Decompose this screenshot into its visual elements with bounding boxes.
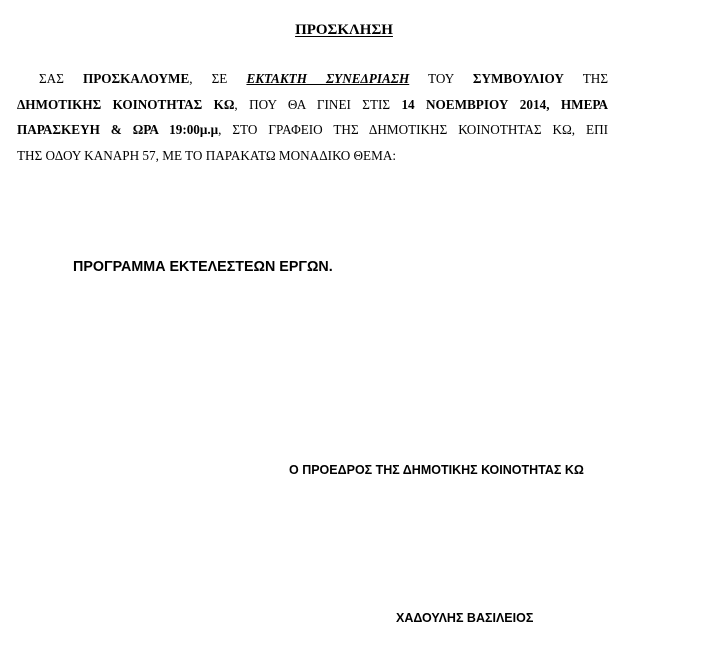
- body-text-segment: ΤΗΣ: [563, 71, 608, 86]
- meeting-subject: ΠΡΟΓΡΑΜΜΑ ΕΚΤΕΛΕΣΤΕΩΝ ΕΡΓΩΝ.: [73, 259, 333, 275]
- body-line-3: [17, 117, 608, 143]
- emergency-session-text: ΕΚΤΑΚΤΗ ΣΥΝΕΔΡΙΑΣΗ: [246, 71, 410, 86]
- body-line-2: [17, 92, 608, 118]
- meeting-day-time: ΠΑΡΑΣΚΕΥΗ & ΩΡΑ 19:00μ.μ: [17, 122, 219, 137]
- president-title: Ο ΠΡΟΕΔΡΟΣ ΤΗΣ ΔΗΜΟΤΙΚΗΣ ΚΟΙΝΟΤΗΤΑΣ ΚΩ: [289, 463, 584, 477]
- body-line-4: [17, 143, 608, 169]
- invitation-body: [17, 66, 608, 168]
- body-bold-segment: ΗΜΕΡΑ: [560, 96, 608, 112]
- meeting-date: 14 ΝΟΕΜΒΡΙΟΥ 2014: [401, 96, 547, 112]
- body-text-segment: ΤΗΣ ΟΔΟΥ ΚΑΝΑΡΗ 57, ΜΕ ΤΟ ΠΑΡΑΚΑΤΩ ΜΟΝΑΔΙΚΟ ΘΕΜΑ:: [17, 147, 397, 163]
- document-title: ΠΡΟΣΚΛΗΣΗ: [295, 22, 393, 38]
- body-bold-segment: ΣΥΜΒΟΥΛΙΟΥ: [472, 71, 564, 86]
- body-text-segment: ΤΟΥ: [409, 71, 473, 86]
- body-text-segment: , ΣΕ: [189, 71, 247, 86]
- body-text-segment: ΣΑΣ: [39, 71, 83, 86]
- signatory-name: ΧΑΔΟΥΛΗΣ ΒΑΣΙΛΕΙΟΣ: [396, 611, 534, 625]
- body-text-segment: , ΣΤΟ ΓΡΑΦΕΙΟ ΤΗΣ ΔΗΜΟΤΙΚΗΣ ΚΟΙΝΟΤΗΤΑΣ ΚΩ, ΕΠΙ: [218, 122, 608, 137]
- body-text-segment: , ΠΟΥ ΘΑ ΓΙΝΕΙ ΣΤΙΣ: [234, 96, 402, 112]
- body-bold-segment: ΔΗΜΟΤΙΚΗΣ ΚΟΙΝΟΤΗΤΑΣ ΚΩ: [17, 96, 235, 112]
- body-bold-segment: ΠΡΟΣΚΑΛΟΥΜΕ: [82, 71, 190, 86]
- body-line-1: [17, 66, 608, 92]
- body-bold-segment: ,: [546, 96, 561, 112]
